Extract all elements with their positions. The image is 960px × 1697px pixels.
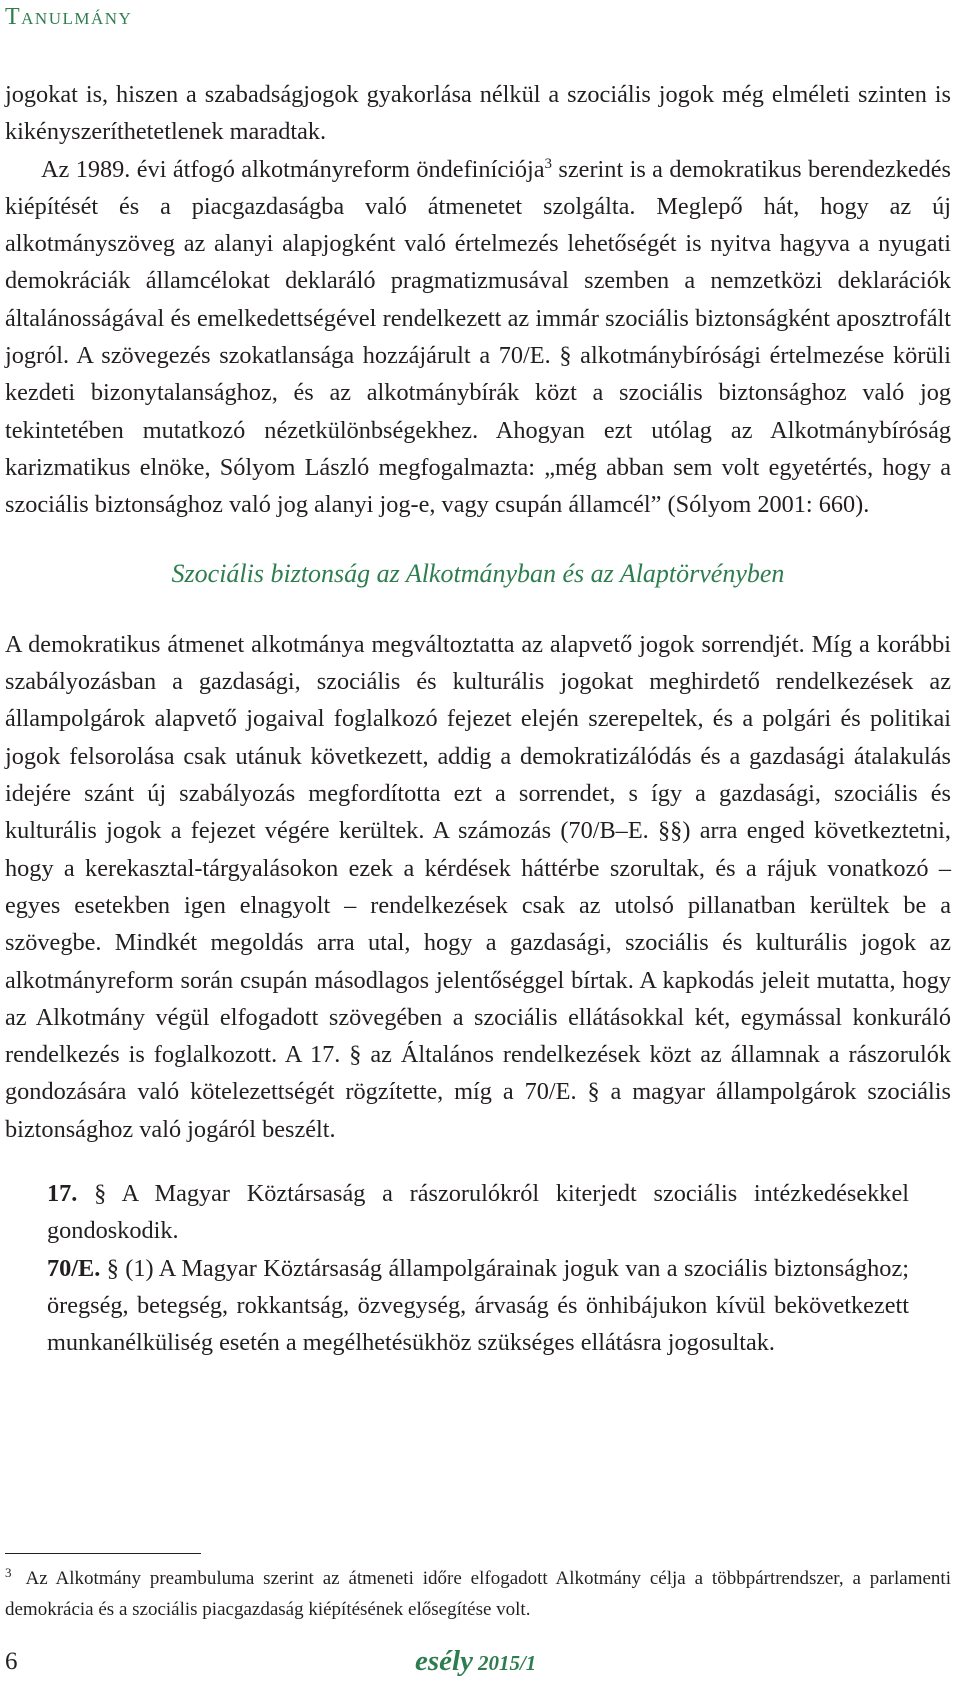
journal-footer bbox=[415, 1645, 536, 1678]
journal-name: esély bbox=[415, 1645, 473, 1677]
footnote-text: Az Alkotmány preambuluma szerint az átmeneti időre elfogadott Alkotmány célja a többpártrendszer, a parlamenti demokrácia és a szociális piacgazdaság kiépítésének elősegítése volt. bbox=[5, 1568, 951, 1620]
quote-17 bbox=[47, 1175, 909, 1250]
article-body bbox=[5, 76, 951, 1362]
quote-17-number: 17. bbox=[47, 1180, 78, 1208]
journal-issue: 2015/1 bbox=[477, 1651, 537, 1675]
paragraph-2-start: Az 1989. évi átfogó alkotmányreform öndefiníciója bbox=[41, 155, 545, 183]
footnote-number: 3 bbox=[5, 1564, 12, 1580]
footnote bbox=[5, 1563, 951, 1625]
page-number: 6 bbox=[5, 1648, 18, 1675]
paragraph-2-rest: szerint is a demokratikus berendezkedés kiépítését és a piacgazdaságba való átmenetet szolgálta. Meglepő hát, hogy az új alkotmányszöveg az alanyi alapjogként való értelmezés lehetőségét is nyitva hagyva a nyugati demokráciák államcélokat deklaráló pragmatizmusával szemben a nemzetközi deklarációk általánosságával és emelkedettségével rendelkezett az immár szociális biztonságként aposztrofált jogról. A szövegezés szokatlansága hozzájárult a 70/E. § alkotmánybírósági értelmezése körüli kezdeti bizonytalansághoz, és az alkotmánybírák közt a szociális biztonsághoz való jog tekintetében mutatkozó nézetkülönbségekhez. Ahogyan ezt utólag az Alkotmánybíróság karizmatikus elnöke, Sólyom László megfogalmazta: „még abban sem volt egyetértés, hogy a szociális biztonsághoz való jog alanyi jog-e, vagy csupán államcél” (Sólyom 2001: 660). bbox=[5, 155, 951, 519]
paragraph-1: jogokat is, hiszen a szabadságjogok gyakorlása nélkül a szociális jogok még elméleti szinten is kikényszeríthetetlenek maradtak. bbox=[5, 81, 951, 146]
footnote-divider bbox=[5, 1553, 201, 1554]
footnote-reference[interactable]: 3 bbox=[544, 155, 553, 172]
quote-70e-text: § (1) A Magyar Köztársaság állampolgárainak joguk van a szociális biztonsághoz; öregség, betegség, rokkantság, özvegység, árvaság és önhibájukon kívül bekövetkezett munkanélküliség esetén a megélhetésükhöz szükséges ellátásra jogosultak. bbox=[47, 1254, 909, 1357]
section-title: Szociális biztonság az Alkotmányban és az Alaptörvényben bbox=[171, 558, 785, 588]
paragraph-2 bbox=[5, 151, 951, 524]
running-head: Tanulmány bbox=[5, 4, 133, 30]
paragraph-3: A demokratikus átmenet alkotmánya megváltoztatta az alapvető jogok sorrendjét. Míg a korábbi szabályozásban a gazdasági, szociális és kulturális jogokat meghirdető rendelkezések az állampolgárok alapvető jogaival foglalkozó fejezet elején szerepeltek, és a polgári és politikai jogok felsorolása csak utánuk következett, addig a demokratizálódás és a gazdasági átalakulás idejére szánt új szabályozás megfordította ezt a sorrendet, s így a gazdasági, szociális és kulturális jogok a fejezet végére kerültek. A számozás (70/B–E. §§) arra enged következtetni, hogy a kerekasztal-tárgyalásokon ezek a kérdések háttérbe szorultak, és a rájuk vonatkozó – egyes esetekben igen elnagyolt – rendelkezések csak az utolsó pillanatban kerültek be a szövegbe. Mindkét megoldás arra utal, hogy a gazdasági, szociális és kulturális jogok az alkotmányreform során csupán másodlagos jelentőséggel bírtak. A kapkodás jeleit mutatta, hogy az Alkotmány végül elfogadott szövegében a szociális ellátásokkal két, egymással konkuráló rendelkezés is foglalkozott. A 17. § az Általános rendelkezések közt az államnak a rászorulók gondozására való kötelezettségét rögzítette, míg a 70/E. § a magyar állampolgárok szociális biztonsághoz való jogáról beszélt. bbox=[5, 630, 951, 1143]
quote-70e-number: 70/E. bbox=[47, 1254, 101, 1282]
quote-70e bbox=[47, 1250, 909, 1362]
quoted-law-block bbox=[47, 1175, 909, 1361]
quote-17-text: § A Magyar Köztársaság a rászorulókról kiterjedt szociális intézkedésekkel gondoskodik. bbox=[47, 1180, 909, 1245]
